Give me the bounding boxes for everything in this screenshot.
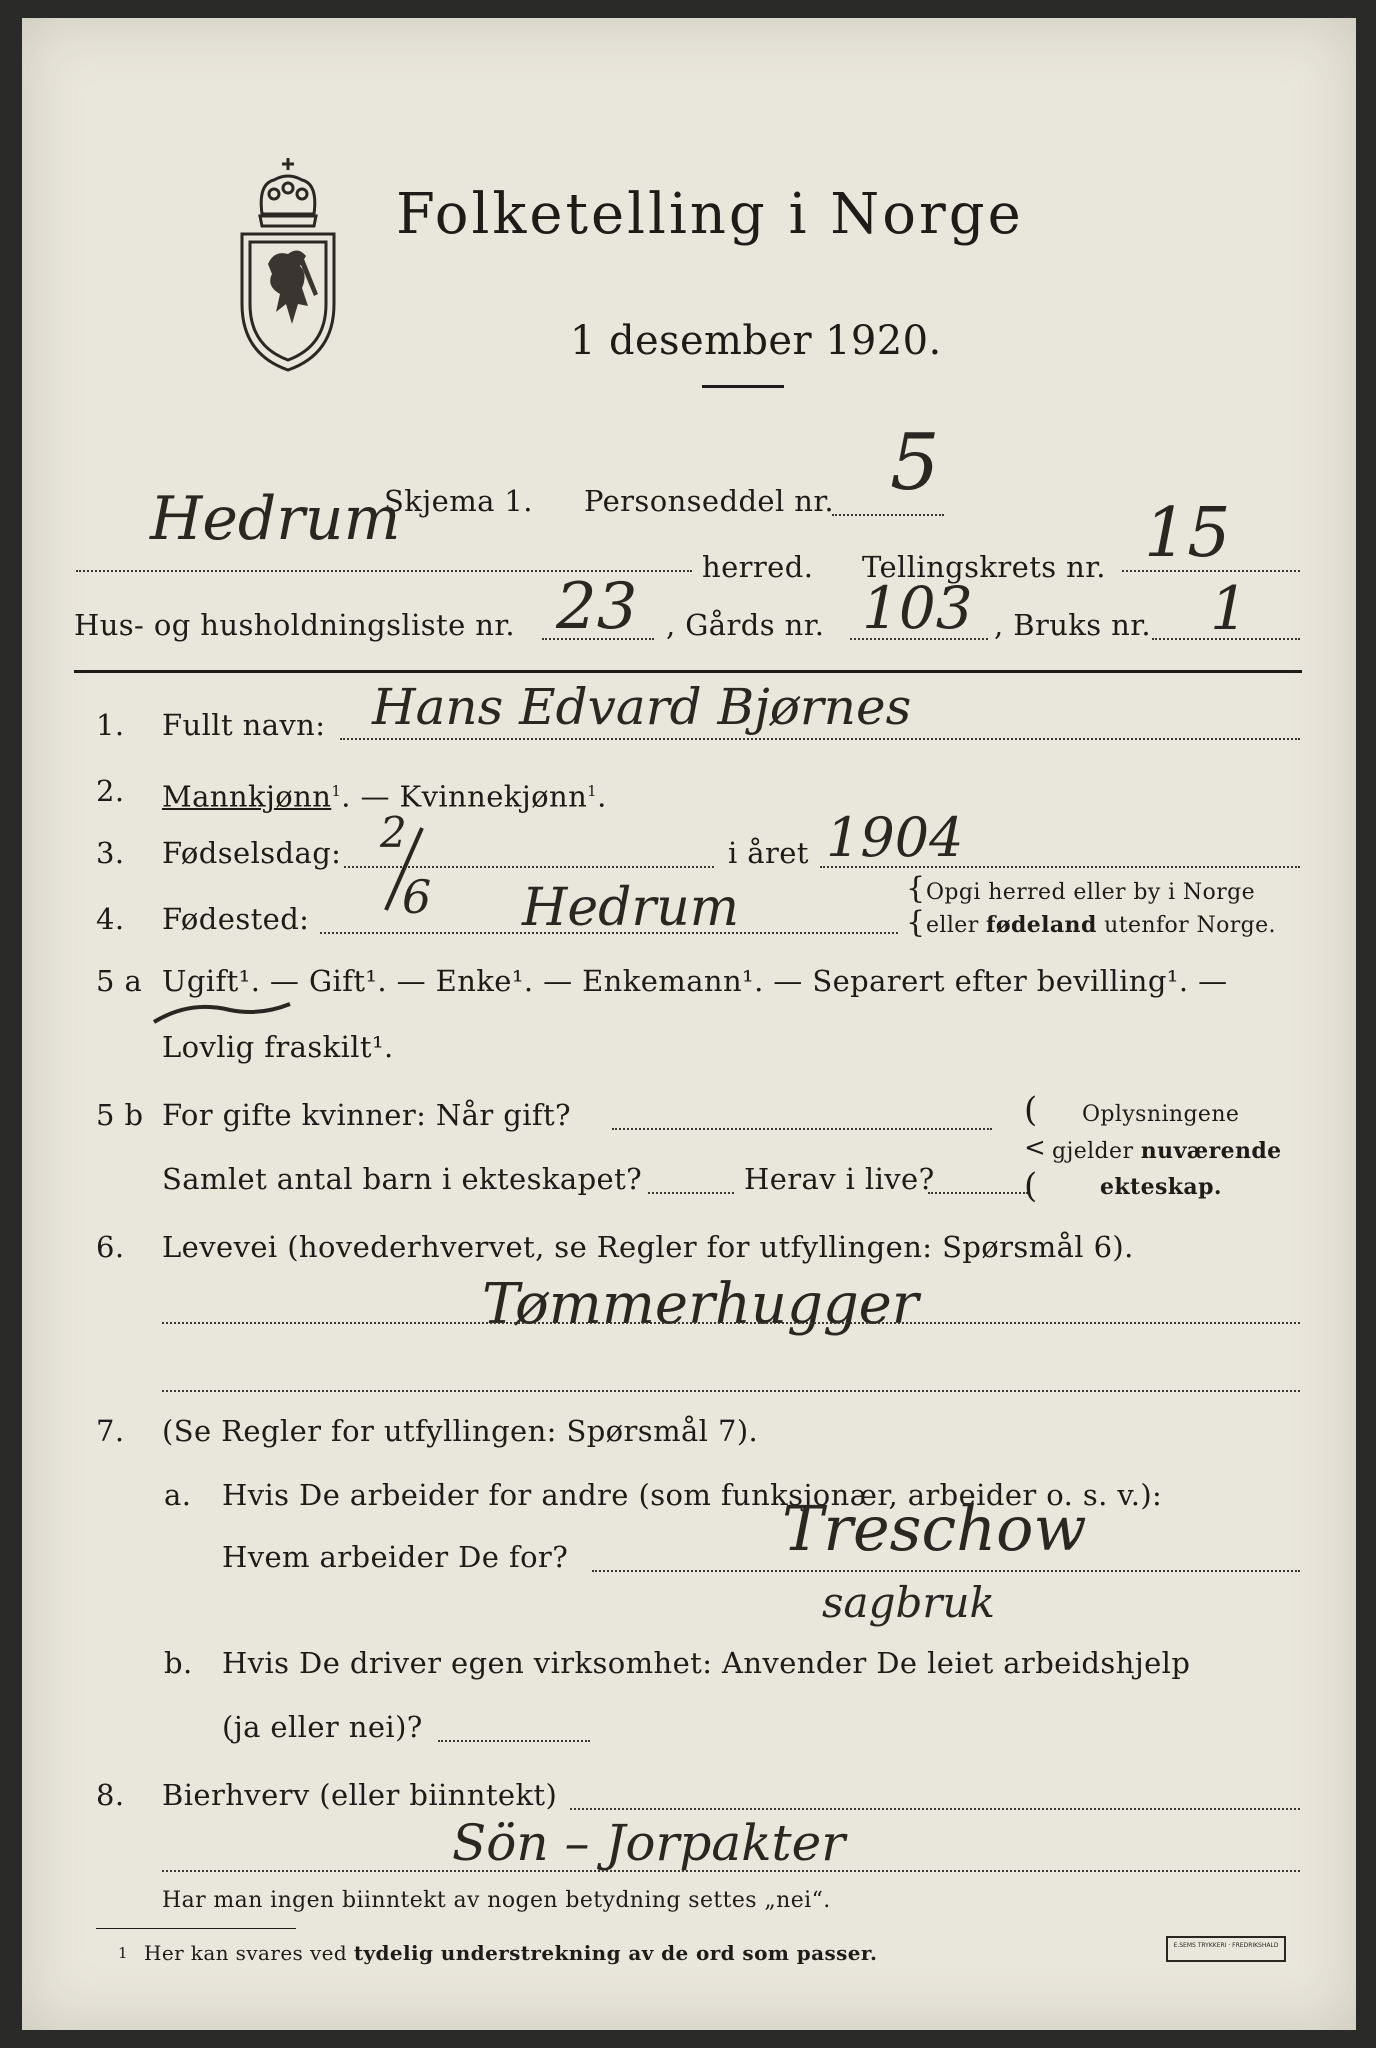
bruks-label: , Bruks nr. — [994, 608, 1151, 642]
side-income-value[interactable]: Sön – Jorpakter — [452, 1814, 846, 1872]
full-name-value[interactable]: Hans Edvard Bjørnes — [372, 678, 912, 736]
employer-value-2[interactable]: sagbruk — [822, 1578, 995, 1627]
q7a-line-2: Hvem arbeider De for? — [222, 1540, 569, 1574]
year-label: i året — [728, 836, 809, 870]
q4-number: 4. — [96, 902, 125, 936]
gards-label: , Gårds nr. — [666, 608, 825, 642]
form-title: Folketelling i Norge — [396, 182, 1024, 247]
ugift-underline-mark — [150, 992, 300, 1032]
tellingskrets-value[interactable]: 15 — [1144, 494, 1231, 573]
marriage-note-1: Oplysningene — [1082, 1102, 1240, 1127]
q8-number: 8. — [96, 1778, 125, 1812]
census-form-sheet: Folketelling i Norge 1 desember 1920. Skjema 1. Personseddel nr. 5 Hedrum herred. Tellingskrets nr. 15 Hus- og husholdningsliste nr. 23 , Gårds nr. 103 , Bruks nr. 1 1. Fullt navn: Hans Edvard Bjørnes 2. Mannkjønn$^1$. — Kvinnekjønn$^1$. 3. Fødselsdag: 2 6 i året 1904 4. Fødested: Hedrum { { Opgi herred eller by i Norge eller fødeland utenfor Norge. 5 a Ugift¹. — Gift¹. — Enke¹. — Enkemann¹. — Separert efter bevilling¹. — Lovlig fraskilt¹. 5 b For gifte kvinner: Når gift? Samlet antal barn i ekteskapet? Herav i live? ( < ( Oplysningene gjelder nuværende ekteskap. 6. Levevei (hovederhvervet, se Regler for utfyllingen: Spørsmål 6). Tømmerhugger 7. (Se Regler for utfyllingen: Spørsmål 7). a. Hvis De arbeider for andre (som funksjonær, arbeider o. s. v.): Hvem arbeider De for? Treschow sagbruk b. Hvis De driver egen virksomhet: Anvender De leiet arbeidshjelp (ja eller nei)? 8. Bierhverv (eller biinntekt) Sön – Jorpakter Har man ingen biinntekt av nogen betydning settes „nei“. 1 Her kan svares ved tydelig understrekning av de ord som passer. E.SEMS TRYKKERI · FREDRIKSHALD — [22, 18, 1356, 2030]
married-when-label: For gifte kvinner: Når gift? — [162, 1098, 572, 1132]
children-total-label: Samlet antal barn i ekteskapet? — [162, 1162, 643, 1196]
occupation-value[interactable]: Tømmerhugger — [482, 1272, 919, 1337]
title-underline — [702, 385, 784, 388]
personseddel-value[interactable]: 5 — [890, 418, 940, 508]
herred-label: herred. — [702, 550, 814, 584]
q3-label: Fødselsdag: — [162, 836, 342, 870]
male-option[interactable]: Mannkjønn — [162, 779, 332, 814]
schema-label: Skjema 1. — [384, 484, 533, 518]
marriage-note-3: ekteskap. — [1100, 1174, 1222, 1200]
gards-value[interactable]: 103 — [862, 574, 973, 642]
census-date: 1 desember 1920. — [570, 318, 942, 364]
footnote-mark: 1 — [118, 1944, 128, 1962]
norway-coat-of-arms-icon — [228, 154, 348, 376]
birth-day-value[interactable]: 2 — [380, 808, 407, 857]
header-divider — [74, 670, 1302, 673]
q7-label: (Se Regler for utfyllingen: Spørsmål 7). — [162, 1414, 759, 1448]
q7b-line-1: Hvis De driver egen virksomhet: Anvender De leiet arbeidshjelp — [222, 1646, 1191, 1680]
employer-value[interactable]: Treschow — [782, 1492, 1087, 1565]
q4-label: Fødested: — [162, 902, 310, 936]
q5a-number: 5 a — [96, 964, 143, 998]
q1-number: 1. — [96, 708, 125, 742]
q7a-letter: a. — [164, 1478, 192, 1512]
q2-options: Mannkjønn$^1$. — Kvinnekjønn$^1$. — [162, 779, 607, 814]
tellingskrets-label: Tellingskrets nr. — [862, 550, 1106, 584]
q6-number: 6. — [96, 1230, 125, 1264]
q3-number: 3. — [96, 836, 125, 870]
q8-label: Bierhverv (eller biinntekt) — [162, 1778, 558, 1812]
children-alive-label: Herav i live? — [744, 1162, 935, 1196]
hus-value[interactable]: 23 — [556, 570, 638, 644]
q7b-line-2: (ja eller nei)? — [222, 1710, 423, 1744]
birth-year-value[interactable]: 1904 — [826, 806, 964, 869]
bruks-value[interactable]: 1 — [1210, 574, 1249, 644]
q5b-number: 5 b — [96, 1098, 144, 1132]
q7b-letter: b. — [164, 1646, 193, 1680]
herred-value[interactable]: Hedrum — [150, 484, 401, 554]
marital-status-line-2[interactable]: Lovlig fraskilt¹. — [162, 1030, 394, 1064]
birthplace-value[interactable]: Hedrum — [522, 878, 740, 938]
marital-status-options[interactable]: Ugift¹. — Gift¹. — Enke¹. — Enkemann¹. — Separert efter bevilling¹. — — [162, 964, 1228, 998]
marriage-note-2: gjelder nuværende — [1052, 1138, 1282, 1164]
footnote-text: Her kan svares ved tydelig understrekning av de ord som passer. — [144, 1941, 878, 1965]
hus-label: Hus- og husholdningsliste nr. — [74, 608, 516, 642]
q6-label: Levevei (hovederhvervet, se Regler for utfyllingen: Spørsmål 6). — [162, 1230, 1134, 1264]
birth-month-value[interactable]: 6 — [402, 870, 432, 924]
birthplace-note-2: eller fødeland utenfor Norge. — [926, 912, 1276, 938]
printer-stamp: E.SEMS TRYKKERI · FREDRIKSHALD — [1166, 1936, 1286, 1962]
birthplace-note-1: Opgi herred eller by i Norge — [926, 880, 1256, 905]
q7-number: 7. — [96, 1414, 125, 1448]
side-income-note: Har man ingen biinntekt av nogen betydning settes „nei“. — [162, 1888, 831, 1913]
q1-label: Fullt navn: — [162, 708, 326, 742]
personseddel-label: Personseddel nr. — [584, 484, 835, 518]
q2-number: 2. — [96, 774, 125, 808]
q7a-line-1: Hvis De arbeider for andre (som funksjonær, arbeider o. s. v.): — [222, 1478, 1163, 1512]
